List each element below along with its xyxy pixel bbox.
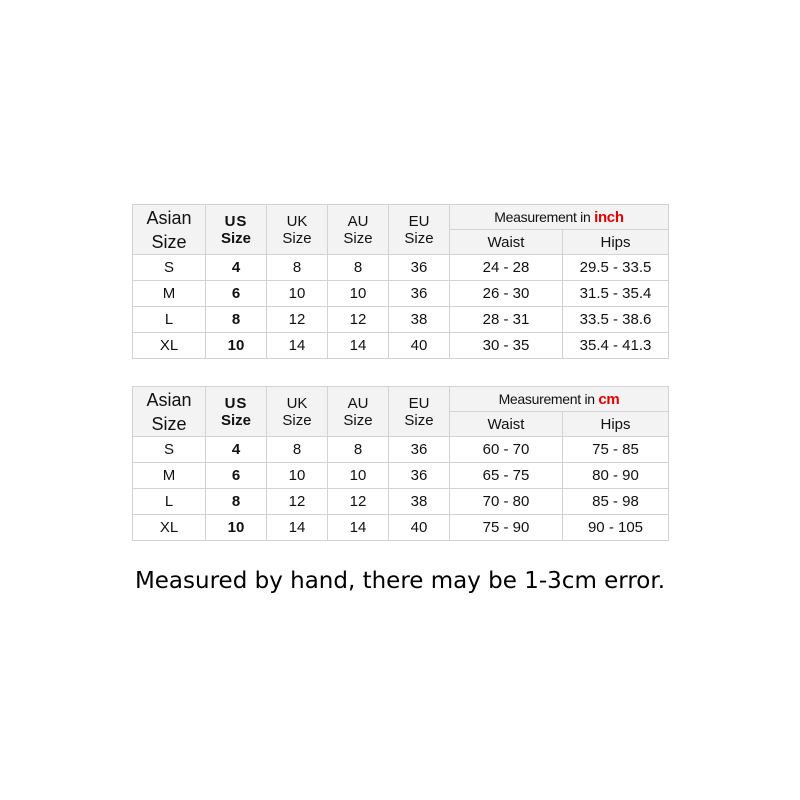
header-hips: Hips xyxy=(563,412,669,437)
measurement-prefix: Measurement in xyxy=(494,208,591,225)
cell-uk: 8 xyxy=(267,255,328,281)
table-row xyxy=(133,437,669,463)
header-eu-size xyxy=(389,205,450,255)
cell-eu: 38 xyxy=(389,307,450,333)
cell-asian: XL xyxy=(133,333,206,359)
cell-us: 4 xyxy=(206,255,267,281)
cell-uk: 14 xyxy=(267,515,328,541)
cell-au: 8 xyxy=(328,255,389,281)
table-row xyxy=(133,255,669,281)
header-uk-size xyxy=(267,387,328,437)
header-hips: Hips xyxy=(563,230,669,255)
size-chart-inch-table xyxy=(132,204,669,359)
cell-us: 6 xyxy=(206,281,267,307)
cell-eu: 40 xyxy=(389,333,450,359)
cell-us: 4 xyxy=(206,437,267,463)
header-uk-top: UK xyxy=(286,394,308,412)
header-eu-bottom: Size xyxy=(404,411,434,429)
cell-asian: M xyxy=(133,281,206,307)
cell-hips: 80 - 90 xyxy=(563,463,669,489)
cell-eu: 40 xyxy=(389,515,450,541)
cell-asian: L xyxy=(133,307,206,333)
header-waist: Waist xyxy=(450,412,563,437)
measurement-unit: inch xyxy=(594,208,624,226)
cell-waist: 60 - 70 xyxy=(450,437,563,463)
cell-hips: 85 - 98 xyxy=(563,489,669,515)
header-uk-size xyxy=(267,205,328,255)
cell-uk: 8 xyxy=(267,437,328,463)
header-au-top: AU xyxy=(347,212,369,230)
cell-au: 14 xyxy=(328,515,389,541)
header-measurement xyxy=(450,205,669,230)
header-us-size xyxy=(206,205,267,255)
cell-asian: XL xyxy=(133,515,206,541)
header-asian-top: Asian xyxy=(146,207,192,228)
cell-waist: 28 - 31 xyxy=(450,307,563,333)
size-chart-cm-table xyxy=(132,386,669,541)
cell-hips: 31.5 - 35.4 xyxy=(563,281,669,307)
cell-au: 12 xyxy=(328,307,389,333)
cell-eu: 38 xyxy=(389,489,450,515)
cell-au: 10 xyxy=(328,463,389,489)
header-us-size xyxy=(206,387,267,437)
cell-hips: 35.4 - 41.3 xyxy=(563,333,669,359)
cell-eu: 36 xyxy=(389,463,450,489)
table-row xyxy=(133,515,669,541)
cell-us: 6 xyxy=(206,463,267,489)
header-waist: Waist xyxy=(450,230,563,255)
measurement-note: Measured by hand, there may be 1-3cm error. xyxy=(134,568,666,594)
cell-uk: 14 xyxy=(267,333,328,359)
cell-uk: 12 xyxy=(267,489,328,515)
header-uk-bottom: Size xyxy=(282,411,312,429)
cell-asian: S xyxy=(133,255,206,281)
cell-au: 10 xyxy=(328,281,389,307)
cell-waist: 26 - 30 xyxy=(450,281,563,307)
cell-uk: 10 xyxy=(267,281,328,307)
cell-us: 10 xyxy=(206,333,267,359)
table-row xyxy=(133,307,669,333)
header-au-size xyxy=(328,205,389,255)
header-us-top: US xyxy=(224,212,248,230)
cell-us: 8 xyxy=(206,307,267,333)
cell-au: 12 xyxy=(328,489,389,515)
cell-hips: 90 - 105 xyxy=(563,515,669,541)
header-eu-top: EU xyxy=(408,212,430,230)
header-eu-top: EU xyxy=(408,394,430,412)
cell-asian: M xyxy=(133,463,206,489)
cell-uk: 12 xyxy=(267,307,328,333)
header-eu-bottom: Size xyxy=(404,229,434,247)
cell-eu: 36 xyxy=(389,437,450,463)
cell-hips: 29.5 - 33.5 xyxy=(563,255,669,281)
cell-eu: 36 xyxy=(389,255,450,281)
header-us-top: US xyxy=(224,394,248,412)
table-row xyxy=(133,281,669,307)
header-uk-top: UK xyxy=(286,212,308,230)
header-asian-bottom: Size xyxy=(151,413,187,434)
table-row xyxy=(133,489,669,515)
cell-waist: 30 - 35 xyxy=(450,333,563,359)
header-au-top: AU xyxy=(347,394,369,412)
table-row xyxy=(133,333,669,359)
cell-waist: 70 - 80 xyxy=(450,489,563,515)
header-asian-size xyxy=(133,387,206,437)
header-au-bottom: Size xyxy=(343,229,373,247)
cell-waist: 65 - 75 xyxy=(450,463,563,489)
measurement-prefix: Measurement in xyxy=(498,390,595,407)
cell-us: 8 xyxy=(206,489,267,515)
cell-us: 10 xyxy=(206,515,267,541)
table-row xyxy=(133,463,669,489)
header-eu-size xyxy=(389,387,450,437)
cell-asian: S xyxy=(133,437,206,463)
measurement-unit: cm xyxy=(598,390,620,408)
cell-waist: 24 - 28 xyxy=(450,255,563,281)
cell-au: 8 xyxy=(328,437,389,463)
cell-uk: 10 xyxy=(267,463,328,489)
header-us-bottom: Size xyxy=(220,229,251,247)
header-au-size xyxy=(328,387,389,437)
header-asian-size xyxy=(133,205,206,255)
cell-hips: 33.5 - 38.6 xyxy=(563,307,669,333)
header-asian-top: Asian xyxy=(146,389,192,410)
header-measurement xyxy=(450,387,669,412)
cell-waist: 75 - 90 xyxy=(450,515,563,541)
header-uk-bottom: Size xyxy=(282,229,312,247)
header-us-bottom: Size xyxy=(220,411,251,429)
cell-au: 14 xyxy=(328,333,389,359)
cell-asian: L xyxy=(133,489,206,515)
header-au-bottom: Size xyxy=(343,411,373,429)
header-asian-bottom: Size xyxy=(151,231,187,252)
cell-hips: 75 - 85 xyxy=(563,437,669,463)
cell-eu: 36 xyxy=(389,281,450,307)
